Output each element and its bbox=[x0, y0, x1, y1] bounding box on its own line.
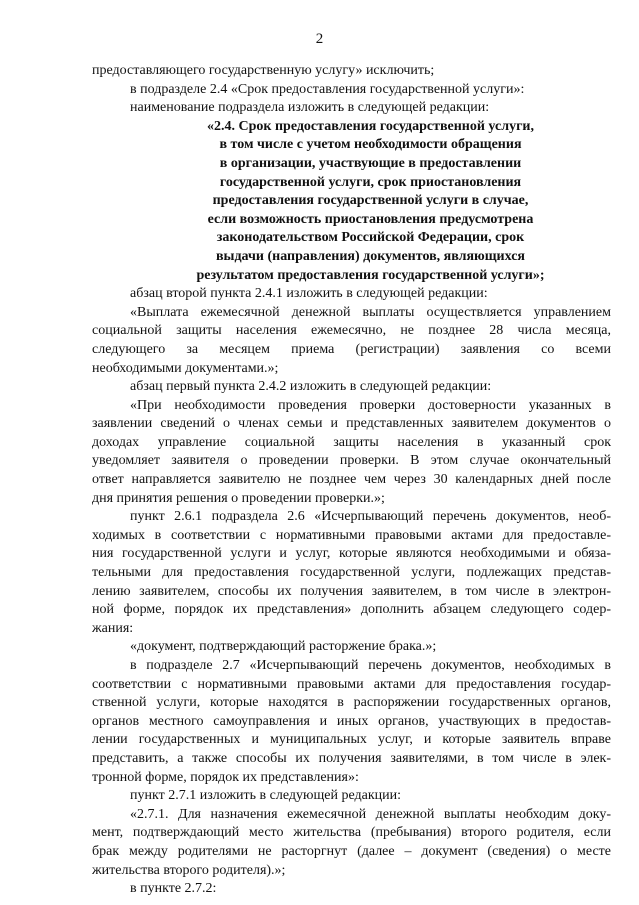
text-line: пункт 2.7.1 изложить в следующей редакции: bbox=[130, 788, 401, 804]
text-line: «2.7.1. Для назначения ежемесячной денежной выплаты необходим доку- bbox=[130, 806, 611, 822]
text-line: ния государственной услуги и услуг, которые являются необходимыми и обяза- bbox=[92, 546, 611, 562]
text-line: социальной защиты населения ежемесячно, не позднее 28 числа месяца, bbox=[92, 323, 611, 339]
text-line: лению заявителем, способы их получения заявителем, в том числе в электрон- bbox=[92, 583, 611, 599]
text-line: предоставляющего государственную услугу» исключить; bbox=[92, 63, 435, 78]
text-line: следующего за месяцем приема (регистрации) заявления со всеми bbox=[92, 341, 611, 357]
text-line: заявлении сведений о членах семьи и представленных заявителем документов о bbox=[92, 416, 611, 432]
section-heading-line: в организации, участвующие в предоставлении bbox=[219, 155, 522, 171]
text-line: ственной услуги, которые находятся в распоряжении государственных органов, bbox=[92, 695, 611, 711]
section-heading-line: законодательством Российской Федерации, срок bbox=[216, 230, 525, 246]
text-line: жительства второго родителя).»; bbox=[92, 862, 286, 878]
text-line: дня принятия решения о проведении проверки.»; bbox=[92, 490, 385, 506]
section-heading-line: в том числе с учетом необходимости обращения bbox=[219, 137, 522, 153]
document-body bbox=[92, 62, 611, 899]
page-number: 2 bbox=[315, 31, 324, 47]
section-heading-line: результатом предоставления государственной услуги»; bbox=[196, 267, 545, 283]
text-line: необходимыми документами.»; bbox=[92, 360, 279, 376]
section-heading-line: выдачи (направления) документов, являющихся bbox=[215, 248, 526, 264]
text-line: лении государственных и муниципальных услуг, и которые заявитель вправе bbox=[92, 732, 611, 748]
section-heading-line: «2.4. Срок предоставления государственной услуги, bbox=[207, 118, 534, 134]
section-heading-line: государственной услуги, срок приостановления bbox=[219, 174, 522, 190]
text-line: наименование подраздела изложить в следующей редакции: bbox=[130, 100, 490, 116]
text-line: тельными для предоставления государственной услуги, подлежащих представ- bbox=[92, 565, 611, 581]
text-line: в пункте 2.7.2: bbox=[130, 881, 217, 897]
text-line: ходимых в соответствии с нормативными правовыми актами для предоставле- bbox=[92, 527, 611, 543]
text-line: «Выплата ежемесячной денежной выплаты осуществляется управлением bbox=[130, 304, 611, 320]
text-line: жания: bbox=[92, 620, 134, 636]
text-line: абзац второй пункта 2.4.1 изложить в следующей редакции: bbox=[130, 286, 488, 302]
text-line: пункт 2.6.1 подраздела 2.6 «Исчерпывающий перечень документов, необ- bbox=[130, 509, 611, 525]
text-line: брак между родителями не расторгнут (далее – документ (сведения) о месте bbox=[92, 843, 611, 859]
text-line: «документ, подтверждающий расторжение брака.»; bbox=[130, 639, 437, 655]
text-line: представить, а также способы их получения заявителями, в том числе в элек- bbox=[92, 750, 611, 766]
section-heading-line: если возможность приостановления предусмотрена bbox=[207, 211, 534, 227]
text-line: «При необходимости проведения проверки достоверности указанных в bbox=[130, 397, 611, 413]
text-line: тронной форме, порядок их представления»: bbox=[92, 769, 359, 785]
text-line: ответ направляется заявителю не позднее чем через 30 календарных дней после bbox=[92, 472, 611, 488]
text-line: ной форме, порядок их представления» дополнить абзацем следующего содер- bbox=[92, 602, 611, 618]
text-line: абзац первый пункта 2.4.2 изложить в следующей редакции: bbox=[130, 379, 492, 395]
section-heading-line: предоставления государственной услуги в случае, bbox=[212, 193, 529, 209]
text-line: в подразделе 2.4 «Срок предоставления государственной услуги»: bbox=[130, 81, 525, 97]
text-line: органов местного самоуправления и иных органов, участвующих в предостав- bbox=[92, 713, 611, 729]
text-line: соответствии с нормативными правовыми актами для предоставления государ- bbox=[92, 676, 611, 692]
text-line: уведомляет заявителя о проведении проверки. В этом случае окончательный bbox=[92, 453, 611, 469]
text-line: мент, подтверждающий место жительства (пребывания) второго родителя, если bbox=[92, 825, 611, 841]
text-line: в подразделе 2.7 «Исчерпывающий перечень документов, необходимых в bbox=[130, 658, 611, 673]
text-line: доходах управление социальной защиты населения в указанный срок bbox=[92, 434, 611, 450]
